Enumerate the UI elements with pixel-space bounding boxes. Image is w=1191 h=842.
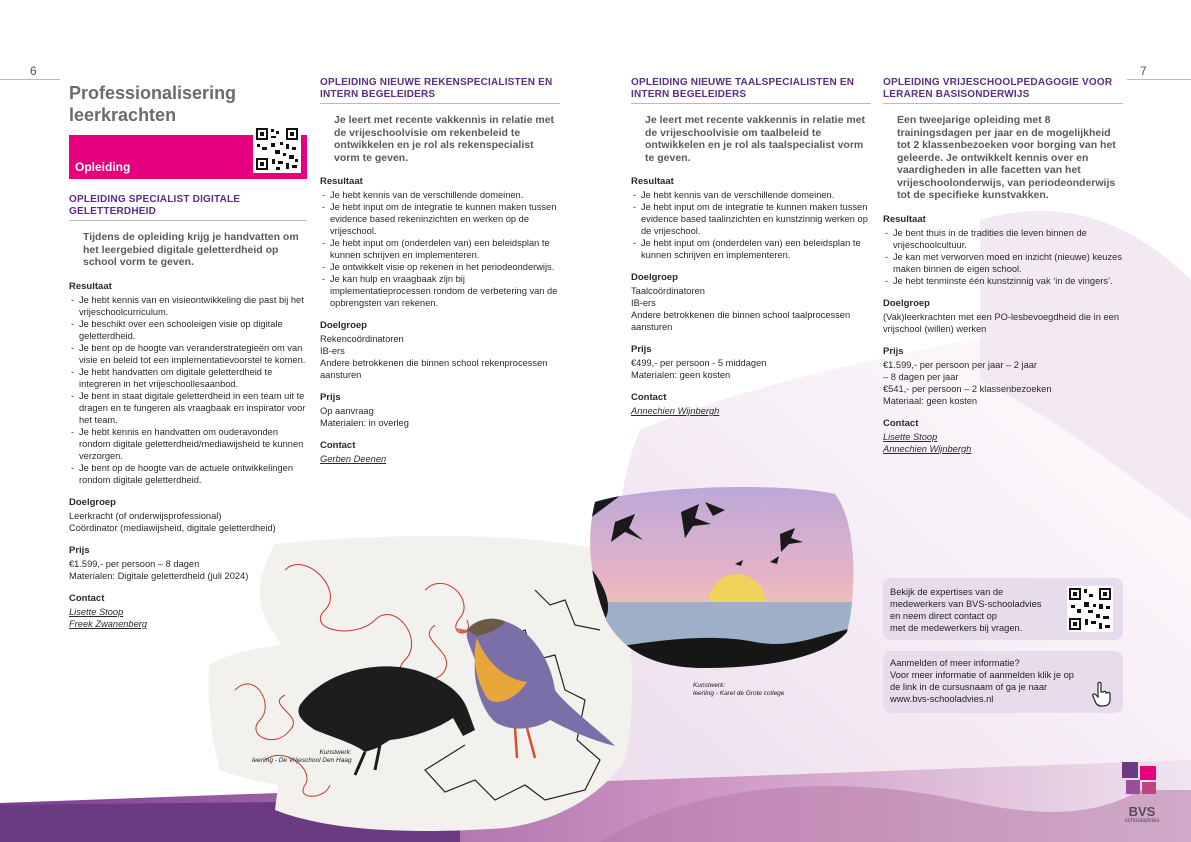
list-item: - Je hebt input om (onderdelen van) een beleidsplan te kunnen schrijven en implementeren.: [631, 237, 871, 261]
list-item: - Je hebt handvatten om digitale geletterdheid te integreren in het vrijeschoollesaanbod.: [69, 366, 307, 390]
qr-code-icon[interactable]: [253, 125, 301, 173]
list-item: - Je hebt tenminste één kunstzinnig vak ‘in de vingers’.: [883, 275, 1123, 287]
resultaat-list: [69, 294, 307, 486]
doelgroep-line: Andere betrokkenen die binnen school rekenprocessen aansturen: [320, 358, 548, 380]
doelgroep-heading: Doelgroep: [883, 297, 930, 309]
page-number-right: 7: [1140, 64, 1147, 78]
prijs-heading: Prijs: [320, 392, 341, 403]
resultaat-list: [631, 189, 871, 261]
list-item: - Je kan met verworven moed en inzicht (nieuwe) keuzes maken binnen de eigen school.: [883, 251, 1123, 275]
contact-link[interactable]: Freek Zwanenberg: [69, 618, 148, 629]
prijs-line: Materialen: geen kosten: [631, 370, 731, 380]
contact-block: [631, 392, 871, 417]
doelgroep-heading: Doelgroep: [631, 272, 678, 283]
prijs-line: Materialen: in overleg: [320, 418, 409, 428]
doelgroep-block: [883, 298, 1123, 335]
doelgroep-heading: Doelgroep: [320, 320, 367, 331]
prijs-line: Materiaal: geen kosten: [883, 395, 978, 406]
doelgroep-line: IB-ers: [320, 346, 345, 356]
prijs-heading: Prijs: [883, 345, 904, 357]
contact-link[interactable]: Annechien Wijnbergh: [883, 443, 972, 454]
column-vrijeschoolpedagogie: [883, 77, 1123, 466]
contact-block: [69, 593, 307, 630]
list-item: - Je beschikt over een schooleigen visie op digitale geletterdheid.: [69, 318, 307, 342]
section-intro: Je leert met recente vakkennis in relatie met de vrijeschoolvisie om rekenbeleid te ontwikkelen en je rol als rekenspecialist vorm te geven.: [334, 114, 555, 164]
contact-link[interactable]: Gerben Deenen: [320, 454, 387, 464]
prijs-line: €541,- per persoon – 2 klassenbezoeken: [883, 383, 1052, 394]
bvs-logo-mark: [1120, 760, 1160, 800]
artwork-caption: [693, 682, 784, 698]
resultaat-heading: Resultaat: [320, 176, 363, 187]
doelgroep-line: Coördinator (mediawijsheid, digitale geletterdheid): [69, 522, 276, 533]
contact-link[interactable]: Annechien Wijnbergh: [631, 406, 720, 416]
list-item: - Je hebt input om de integratie te kunnen maken tussen evidence based rekeninzichten en werken op de vrijeschool.: [320, 201, 560, 237]
website-link[interactable]: www.bvs-schooladvies.nl: [890, 694, 994, 704]
contact-heading: Contact: [883, 417, 919, 429]
contact-heading: Contact: [69, 592, 105, 604]
prijs-block: [631, 344, 871, 381]
prijs-line: €1.599,- per persoon – 8 dagen: [69, 558, 200, 569]
section-title[interactable]: OPLEIDING SPECIALIST DIGITALE GELETTERDHEID: [69, 194, 307, 221]
infobox-line: Voor meer informatie of aanmelden klik je op: [890, 670, 1074, 680]
infobox-line: Aanmelden of meer informatie?: [890, 658, 1020, 668]
list-item: - Je bent in staat digitale geletterdheid in een team uit te dragen en te fungeren als vraagbaak en inspirator voor het team.: [69, 390, 307, 426]
logo-name: BVS: [1128, 804, 1156, 819]
list-item: - Je bent thuis in de tradities die leven binnen de vrijeschoolcultuur.: [883, 227, 1123, 251]
column-taalspecialisten: [631, 77, 871, 428]
list-item: - Je bent op de hoogte van de actuele ontwikkelingen rondom digitale geletterdheid.: [69, 462, 307, 486]
prijs-line: Op aanvraag: [320, 406, 374, 416]
list-item: - Je hebt kennis van de verschillende domeinen.: [631, 189, 871, 201]
infobox-line: de link in de cursusnaam of ga je naar: [890, 682, 1048, 692]
resultaat-heading: Resultaat: [69, 280, 112, 292]
opleiding-label: Opleiding: [75, 160, 131, 174]
artwork-caption: [252, 749, 352, 765]
divider: [0, 79, 60, 80]
list-item: - Je hebt input om (onderdelen van) een beleidsplan te kunnen schrijven en implementeren.: [320, 237, 560, 261]
column-digitale-geletterdheid: [69, 194, 307, 641]
doelgroep-line: IB-ers: [631, 298, 656, 308]
prijs-heading: Prijs: [69, 544, 90, 556]
resultaat-list: [883, 227, 1123, 287]
doelgroep-line: Andere betrokkenen die binnen school taalprocessen aansturen: [631, 310, 851, 332]
artwork-sunset-image: [585, 482, 860, 672]
list-item: - Je hebt kennis en handvatten om ouderavonden rondom digitale geletterdheid/mediawijsheid te kunnen verzorgen.: [69, 426, 307, 462]
page-title: Professionalisering leerkrachten: [69, 83, 237, 125]
contact-block: [883, 418, 1123, 455]
page-number-left: 6: [30, 64, 37, 78]
caption-line: Kunstwerk:: [693, 682, 726, 689]
prijs-block: [69, 545, 307, 582]
resultaat-heading: Resultaat: [883, 213, 926, 225]
doelgroep-line: Leerkracht (of onderwijsprofessional): [69, 510, 222, 521]
list-item: - Je bent op de hoogte van veranderstrategieën om van visie en beleid tot een implementatievoorstel te komen.: [69, 342, 307, 366]
contact-heading: Contact: [320, 440, 356, 451]
caption-line: Kunstwerk:: [319, 749, 352, 756]
bvs-logo: [1120, 760, 1164, 825]
section-title[interactable]: OPLEIDING NIEUWE TAALSPECIALISTEN EN INTERN BEGELEIDERS: [631, 77, 871, 104]
resultaat-list: [320, 189, 560, 309]
prijs-block: [883, 346, 1123, 407]
resultaat-heading: Resultaat: [631, 176, 674, 187]
divider: [1127, 79, 1191, 80]
list-item: - Je hebt input om de integratie te kunnen maken tussen evidence based taalinzichten en kunstzinnig werken op de vrijeschool.: [631, 201, 871, 237]
aanmelden-infobox[interactable]: [883, 651, 1123, 713]
section-title[interactable]: OPLEIDING NIEUWE REKENSPECIALISTEN EN INTERN BEGELEIDERS: [320, 77, 560, 104]
caption-line: leerling - De Vrijeschool Den Haag: [252, 757, 352, 764]
contact-link[interactable]: Lisette Stoop: [883, 431, 938, 442]
section-intro: Je leert met recente vakkennis in relatie met de vrijeschoolvisie om taalbeleid te ontwikkelen en je rol als taalspecialist vorm te geven.: [645, 114, 866, 164]
list-item: - Je hebt kennis van de verschillende domeinen.: [320, 189, 560, 201]
contact-heading: Contact: [631, 392, 667, 403]
list-item: - Je ontwikkelt visie op rekenen in het periodeonderwijs.: [320, 261, 560, 273]
section-intro: Tijdens de opleiding krijg je handvatten om het leergebied digitale geletterdheid op school vorm te geven.: [83, 231, 299, 268]
qr-code-icon[interactable]: [1067, 586, 1113, 632]
prijs-line: Materialen: Digitale geletterdheid (juli 2024): [69, 570, 249, 581]
prijs-line: €1.599,- per persoon per jaar – 2 jaar: [883, 359, 1038, 370]
contact-block: [320, 440, 560, 465]
expertise-infobox[interactable]: [883, 578, 1123, 640]
caption-line: leerling - Karel de Grote college: [693, 690, 785, 697]
infobox-line: Bekijk de expertises van de: [890, 587, 1004, 597]
prijs-line: – 8 dagen per jaar: [883, 371, 959, 382]
prijs-heading: Prijs: [631, 344, 652, 355]
doelgroep-block: [631, 272, 871, 333]
doelgroep-line: Taalcoördinatoren: [631, 286, 705, 296]
doelgroep-line: (Vak)leerkrachten met een PO-lesbevoegdheid die in een vrijschool (willen) werken: [883, 311, 1120, 334]
doelgroep-heading: Doelgroep: [69, 496, 116, 508]
section-title[interactable]: OPLEIDING VRIJESCHOOLPEDAGOGIE VOOR LERAREN BASISONDERWIJS: [883, 77, 1123, 104]
prijs-line: €499,- per persoon - 5 middagen: [631, 358, 767, 368]
doelgroep-block: [320, 320, 560, 381]
prijs-block: [320, 392, 560, 429]
pointer-hand-icon: [1091, 681, 1113, 707]
opleiding-banner: [69, 135, 307, 179]
list-item: - Je kan hulp en vraagbaak zijn bij implementatieprocessen rondom de verbetering van de opbrengsten van rekenen.: [320, 273, 560, 309]
contact-link[interactable]: Lisette Stoop: [69, 606, 124, 617]
doelgroep-block: [69, 497, 307, 534]
infobox-line: met de medewerkers bij vragen.: [890, 623, 1023, 633]
section-intro: Een tweejarige opleiding met 8 trainingsdagen per jaar en de mogelijkheid tot 2 klassenbezoeken voor borging van het geleerde. Je ontwikkelt kennis over en vaardigheden in alle facetten van het vrijeschoolonderwijs, van periodeonderwijs tot de specifieke kunstvakken.: [897, 114, 1116, 201]
list-item: - Je hebt kennis van en visieontwikkeling die past bij het vrijeschoolcurriculum.: [69, 294, 307, 318]
infobox-line: en neem direct contact op: [890, 611, 997, 621]
column-rekenspecialisten: [320, 77, 560, 476]
infobox-line: medewerkers van BVS-schooladvies: [890, 599, 1042, 609]
doelgroep-line: Rekencoördinatoren: [320, 334, 404, 344]
logo-subtitle: schooladvies: [1124, 818, 1160, 824]
